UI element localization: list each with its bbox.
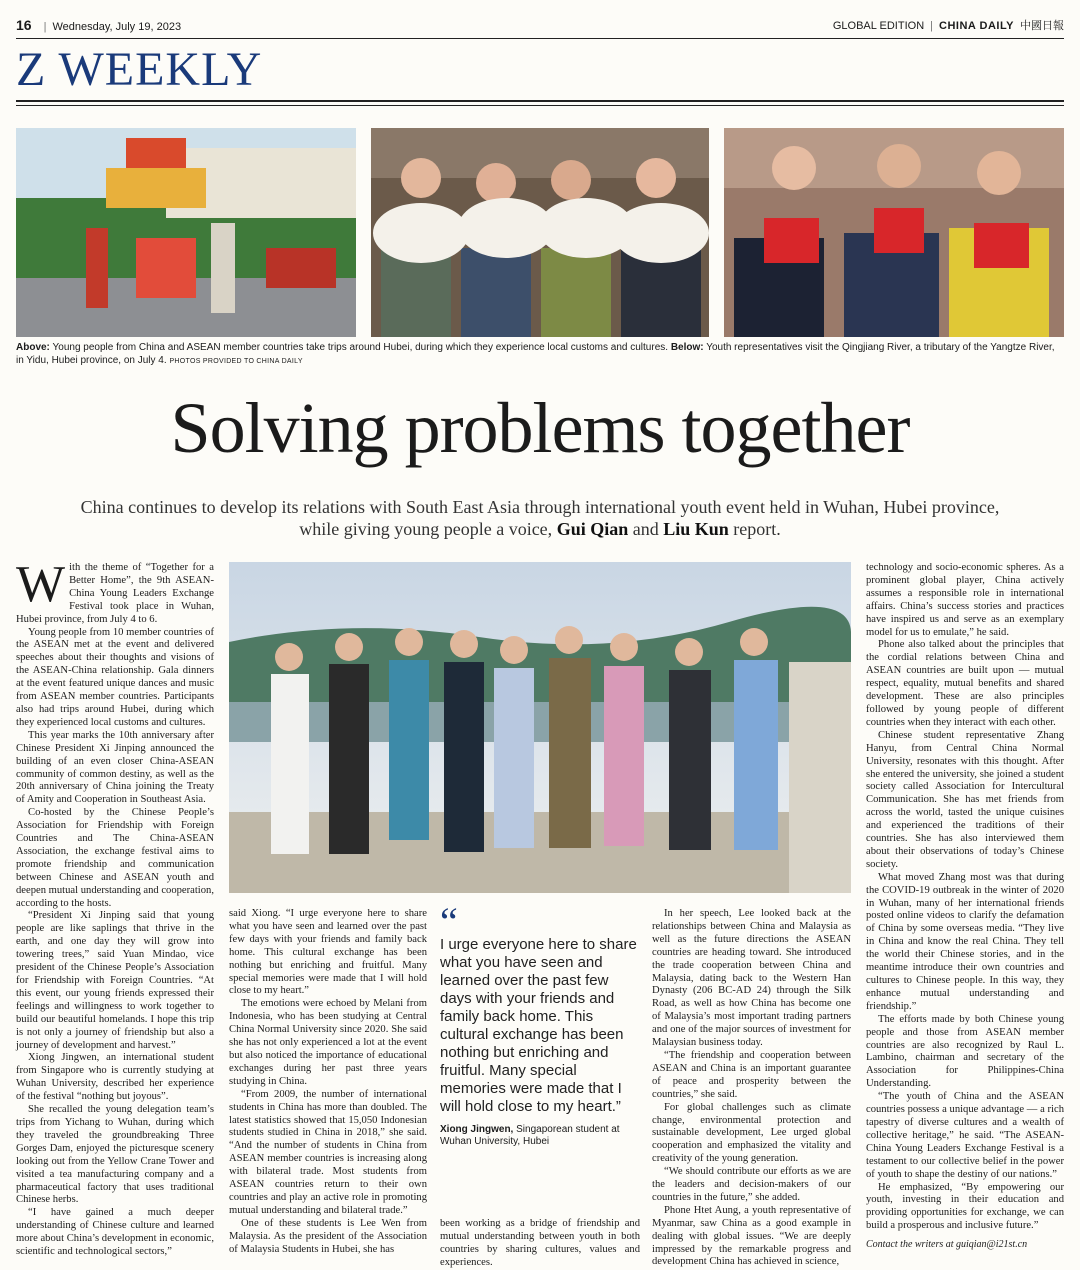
writer-contact: Contact the writers at guiqian@i21st.cn bbox=[866, 1239, 1028, 1250]
photo-caption bbox=[16, 341, 1064, 368]
issue-date: Wednesday, July 19, 2023 bbox=[52, 21, 182, 33]
col2-para-1: said Xiong. “I urge everyone here to share what you have seen and learned over the past few days with your friends and family back home. This cultural exchange has been nothing but enriching and fruitful. Many special memories were made that I will hold close to my heart.” bbox=[229, 908, 427, 997]
section-masthead: Z WEEKLY bbox=[16, 43, 263, 96]
col5-para-7: He emphasized, “By empowering our youth, investing in their education and providing opportunities for exchange, we can build a prosperous and inclusive future.” bbox=[866, 1181, 1064, 1232]
article-column-5 bbox=[866, 562, 1064, 1233]
standfirst bbox=[60, 496, 1020, 540]
col3-para-1: been working as a bridge of friendship and mutual understanding between youth in both countries by sharing cultures, values and experiences. bbox=[440, 1218, 640, 1268]
article-column-2 bbox=[229, 908, 427, 1256]
drop-cap: W bbox=[16, 556, 66, 613]
col1-para-2: Young people from 10 member countries of the ASEAN met at the event and delivered speeches about their thoughts and visions of the ASEAN-China relationship. Gala dinners at the event featured unique dances and music from ASEAN member countries. Participants also had trips around Hubei, during which they experienced local customs and cultures. bbox=[16, 626, 214, 728]
page-header bbox=[16, 14, 1064, 36]
caption-above-text: Young people from China and ASEAN member countries take trips around Hubei, during which they experience local customs and cultures. bbox=[49, 342, 671, 353]
festival-parade-photo bbox=[16, 128, 356, 337]
caption-above-label: Above: bbox=[16, 342, 50, 353]
masthead-rule-thin bbox=[16, 105, 1064, 106]
col4-para-1: In her speech, Lee looked back at the relationships between China and Malaysia as well as the future directions the ASEAN countries are heading toward. She introduced the trade cooperation between China and Malaysia, dating back to the Western Han Dynasty (206 BC-AD 24) through the Silk Road, as well as how China has become one of Malaysia’s most important trading partners and one of the major sources of investment for Malaysian business today. bbox=[652, 908, 851, 1049]
article-column-1 bbox=[16, 556, 214, 1259]
calligraphy-fans-photo bbox=[371, 128, 709, 337]
publication-logo-cn: 中國日報 bbox=[1020, 19, 1064, 32]
article-column-4 bbox=[652, 908, 851, 1269]
article-lede bbox=[16, 556, 214, 627]
col4-para-2: “The friendship and cooperation between ASEAN and China is an important guarantee of peace and prosperity between the countries,” she said. bbox=[652, 1049, 851, 1100]
standfirst-text: China continues to develop its relations with South East Asia through international youth event held in Wuhan, Hubei province, while giving young people a voice, bbox=[80, 497, 1000, 539]
col5-para-3: Chinese student representative Zhang Hanyu, from Central China Normal University, resonates with this thought. After she entered the university, she joined a student society called Association for Intercultural Communication. She has met friends from across the world, tasted the unique cuisines and experienced the traditions of their countries. She has also interviewed them about their observations of today’s Chinese society. bbox=[866, 729, 1064, 870]
col2-para-2: The emotions were echoed by Melani from Indonesia, who has been studying at Central China Normal University since 2020. She said she has not only experienced a lot at the event but also noticed the importance of educational exchanges during her past three years studying in China. bbox=[229, 998, 427, 1087]
photo-credit: PHOTOS PROVIDED TO CHINA DAILY bbox=[169, 358, 303, 365]
article-column-3 bbox=[440, 1218, 640, 1270]
caption-below-label: Below: bbox=[670, 342, 704, 353]
col1-para-3: This year marks the 10th anniversary after Chinese President Xi Jinping announced the building of an even closer China-ASEAN community of common destiny, as well as the 20th anniversary of China joining the Treaty of Amity and Cooperation in Southeast Asia. bbox=[16, 729, 214, 806]
author-1: Gui Qian bbox=[556, 519, 629, 539]
caption-below-text: Youth representatives visit the Qingjiang River, a tributary of the Yangtze River, in Yidu, Hubei province, on July 4. bbox=[16, 342, 1055, 366]
col4-para-4: “We should contribute our efforts as we are the leaders and decision-makers of our countries in the future,” she added. bbox=[652, 1166, 851, 1203]
col2-para-3: “From 2009, the number of international students in China has more than doubled. The latest statistics showed that 15,050 Indonesian students studied in China in 2018,” she said. “And the number of students in China from ASEAN member countries is increasing along with bilateral trade. Most students from ASEAN countries return to their own countries and play an active role in promoting mutual understanding and bilateral trade.” bbox=[229, 1088, 427, 1216]
quote-speaker: Xiong Jingwen, bbox=[440, 1124, 514, 1135]
quote-mark: “ bbox=[440, 899, 458, 944]
col5-para-2: Phone also talked about the principles that the cordial relations between China and ASEAN countries are built upon — mutual respect, equality, mutual benefits and shared development. These are also principles followed by young people of different countries when they interact with each other. bbox=[866, 639, 1064, 728]
page-number: 16 bbox=[16, 17, 32, 33]
edition-label: GLOBAL EDITION bbox=[832, 20, 925, 32]
col1-para-4: Co-hosted by the Chinese People’s Association for Friendship with Foreign Countries and The China-ASEAN Association, the exchange festival aims to promote friendship and communication between Chinese and ASEAN youth and deepen mutual understanding and cooperation, according to the hosts. bbox=[16, 807, 214, 909]
col5-para-1: technology and socio-economic spheres. As a prominent global player, China actively assumes a responsible role in international affairs. China’s success stories and practices have inspired us and serve as an exemplary model for us to emulate,” he said. bbox=[866, 562, 1064, 638]
col1-para-5: “President Xi Jinping said that young people are like saplings that thrive in the earth, and one day they will grow into towering trees,” said Yuan Mindao, vice president of the Chinese People’s Association for Friendship with Foreign Countries. “At this event, our young friends expressed their feelings and willingness to work together to build our beautiful homelands. I hope this trip is not only a journey of friendship but also a journey of development and harvest.” bbox=[16, 910, 214, 1051]
pull-quote-text: I urge everyone here to share what you have seen and learned over the past few days with your friends and family back home. This cultural exchange has been nothing but enriching and fruitful. Many special memories were made that I will hold close to my heart.” bbox=[440, 936, 637, 1115]
pull-quote-attribution bbox=[440, 1124, 640, 1148]
standfirst-end: report. bbox=[728, 519, 781, 539]
paper-cuttings-photo bbox=[724, 128, 1064, 337]
col1-para-7: She recalled the young delegation team’s trips from Yichang to Wuhan, during which they traveled the groundbreaking Three Gorges Dam, enjoyed the picturesque scenery looking out from the Yellow Crane Tower and visited a tea manufacturing company and a pharmaceutical factory that uses traditional Chinese herbs. bbox=[16, 1104, 214, 1206]
header-rule bbox=[16, 38, 1064, 39]
col1-para-1: ith the theme of “Together for a Better Home”, the 9th ASEAN-China Young Leaders Exchange Festival took place in Wuhan, Hubei province, from July 4 to 6. bbox=[16, 562, 214, 625]
pull-quote bbox=[440, 899, 640, 1148]
col5-para-6: “The youth of China and the ASEAN countries possess a unique advantage — a rich tapestry of diverse cultures and a wealth of collective heritage,” he said. “The ASEAN-China Young Leaders Exchange Festival is a testament to our collective belief in the power of youth to shape the destiny of our nations.” bbox=[866, 1091, 1064, 1180]
standfirst-and: and bbox=[628, 519, 664, 539]
youth-group-photo bbox=[229, 562, 851, 893]
col1-para-8: “I have gained a much deeper understanding of Chinese culture and learned more about China’s development in economic, scientific and technological sectors,” bbox=[16, 1207, 214, 1258]
col5-para-4: What moved Zhang most was that during the COVID-19 outbreak in the winter of 2020 in Wuhan, many of her international friends posted online videos to clarify the defamation of China by some overseas media. “They live in China and know the real China. They tell the world their Chinese stories, and in the meantime introduce their own countries and cultures to Chinese people. In this way, they enhance mutual understanding and friendship.” bbox=[866, 871, 1064, 1012]
headline: Solving problems together bbox=[170, 388, 910, 468]
col2-para-4: One of these students is Lee Wen from Malaysia. As the president of the Association of Malaysia Students in Hubei, she has bbox=[229, 1217, 427, 1255]
masthead-rule bbox=[16, 100, 1064, 102]
col4-para-5: Phone Htet Aung, a youth representative of Myanmar, saw China as a good example in dealing with global issues. “We are deeply impressed by the remarkable progress and development China has achieved in science, bbox=[652, 1204, 851, 1268]
header-left: 16 | Wednesday, July 19, 2023 bbox=[16, 17, 182, 33]
author-2: Liu Kun bbox=[663, 519, 729, 539]
col1-para-6: Xiong Jingwen, an international student from Singapore who is currently studying at Wuhan University, described her experience of the festival “nothing but joyous”. bbox=[16, 1052, 214, 1103]
col4-para-3: For global challenges such as climate change, environmental protection and sustainable development, Lee urged global cooperation and emphasized the vitality and creativity of the young generation. bbox=[652, 1101, 851, 1165]
quote-speaker-role: Singaporean student at Wuhan University, Hubei bbox=[440, 1124, 620, 1147]
col5-para-5: The efforts made by both Chinese young people and those from ASEAN member countries are also recognized by Raul L. Lambino, chairman and secretary of the Association for Philippines-China Understanding. bbox=[866, 1013, 1064, 1090]
publication-name: CHINA DAILY bbox=[939, 20, 1014, 32]
header-right: GLOBAL EDITION | CHINA DAILY 中國日報 bbox=[832, 19, 1064, 32]
